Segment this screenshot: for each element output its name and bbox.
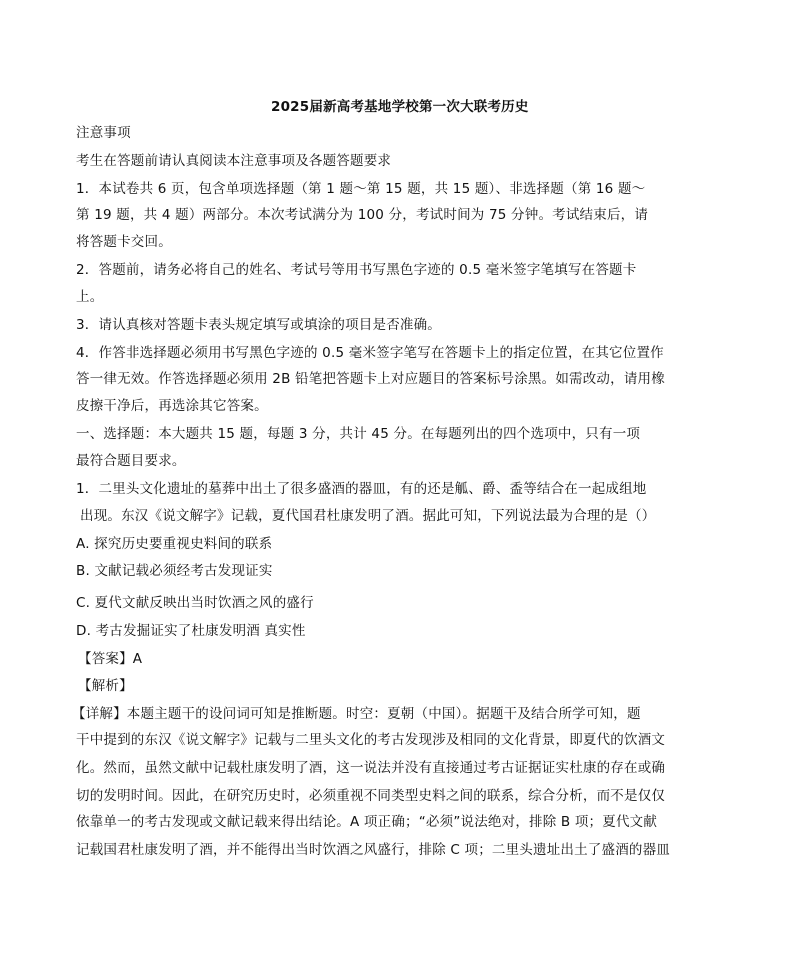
- detail-line-4: 切的发明时间。因此，在研究历史时，必须重视不同类型史料之间的联系，综合分析，而不是仅仅: [76, 788, 666, 804]
- detail-line-5: 依靠单一的考古发现或文献记载来得出结论。A 项正确；“必须”说法绝对，排除 B 项；夏代文献: [76, 814, 658, 830]
- detail-line-2: 干中提到的东汉《说文解字》记载与二里头文化的考古发现涉及相同的文化背景，即夏代的饮酒文: [76, 732, 666, 748]
- option-d: D. 考古发掘证实了杜康发明酒 真实性: [76, 623, 306, 639]
- notice-intro: 考生在答题前请认真阅读本注意事项及各题答题要求: [76, 153, 392, 169]
- rule-4-line-2: 答一律无效。作答选择题必须用 2B 铅笔把答题卡上对应题目的答案标号涂黑。如需改动，请用橡: [76, 371, 665, 387]
- exam-title: 2025届新高考基地学校第一次大联考历史: [271, 99, 529, 115]
- rule-1-line-1: 1．本试卷共 6 页，包含单项选择题（第 1 题～第 15 题，共 15 题）、非选择题（第 16 题～: [76, 181, 646, 197]
- question-1-stem-line-2: 出现。东汉《说文解字》记载，夏代国君杜康发明了酒。据此可知，下列说法最为合理的是（）: [80, 508, 656, 524]
- option-a: A. 探究历史要重视史料间的联系: [76, 536, 273, 552]
- answer-label: 【答案】A: [78, 651, 143, 667]
- rule-3-line-1: 3．请认真核对答题卡表头规定填写或填涂的项目是否准确。: [76, 317, 441, 333]
- section-heading-line-1: 一、选择题：本大题共 15 题，每题 3 分，共计 45 分。在每题列出的四个选项中，只有一项: [76, 426, 641, 442]
- detail-line-6: 记载国君杜康发明了酒，并不能得出当时饮酒之风盛行，排除 C 项；二里头遗址出土了盛酒的器皿: [76, 842, 671, 858]
- rule-2-line-1: 2．答题前，请务必将自己的姓名、考试号等用书写黑色字迹的 0.5 毫米签字笔填写在答题卡: [76, 262, 637, 278]
- rule-2-line-2: 上。: [76, 289, 104, 305]
- option-b: B. 文献记载必须经考古发现证实: [76, 563, 273, 579]
- rule-4-line-3: 皮擦干净后，再选涂其它答案。: [76, 398, 268, 414]
- question-1-stem-line-1: 1．二里头文化遗址的墓葬中出土了很多盛酒的器皿，有的还是觚、爵、盉等结合在一起成组地: [76, 481, 647, 497]
- detail-line-1: 【详解】本题主题干的设问词可知是推断题。时空：夏朝（中国）。据题干及结合所学可知，题: [72, 706, 641, 722]
- detail-line-3: 化。然而，虽然文献中记载杜康发明了酒，这一说法并没有直接通过考古证据证实杜康的存在或确: [76, 760, 666, 776]
- notice-heading: 注意事项: [76, 125, 131, 141]
- rule-1-line-3: 将答题卡交回。: [76, 234, 172, 250]
- analysis-heading: 【解析】: [78, 678, 133, 694]
- rule-1-line-2: 第 19 题，共 4 题）两部分。本次考试满分为 100 分，考试时间为 75 分钟。考试结束后，请: [76, 207, 649, 223]
- section-heading-line-2: 最符合题目要求。: [76, 453, 186, 469]
- option-c: C. 夏代文献反映出当时饮酒之风的盛行: [76, 595, 314, 611]
- rule-4-line-1: 4．作答非选择题必须用书写黑色字迹的 0.5 毫米签字笔写在答题卡上的指定位置，在其它位置作: [76, 345, 664, 361]
